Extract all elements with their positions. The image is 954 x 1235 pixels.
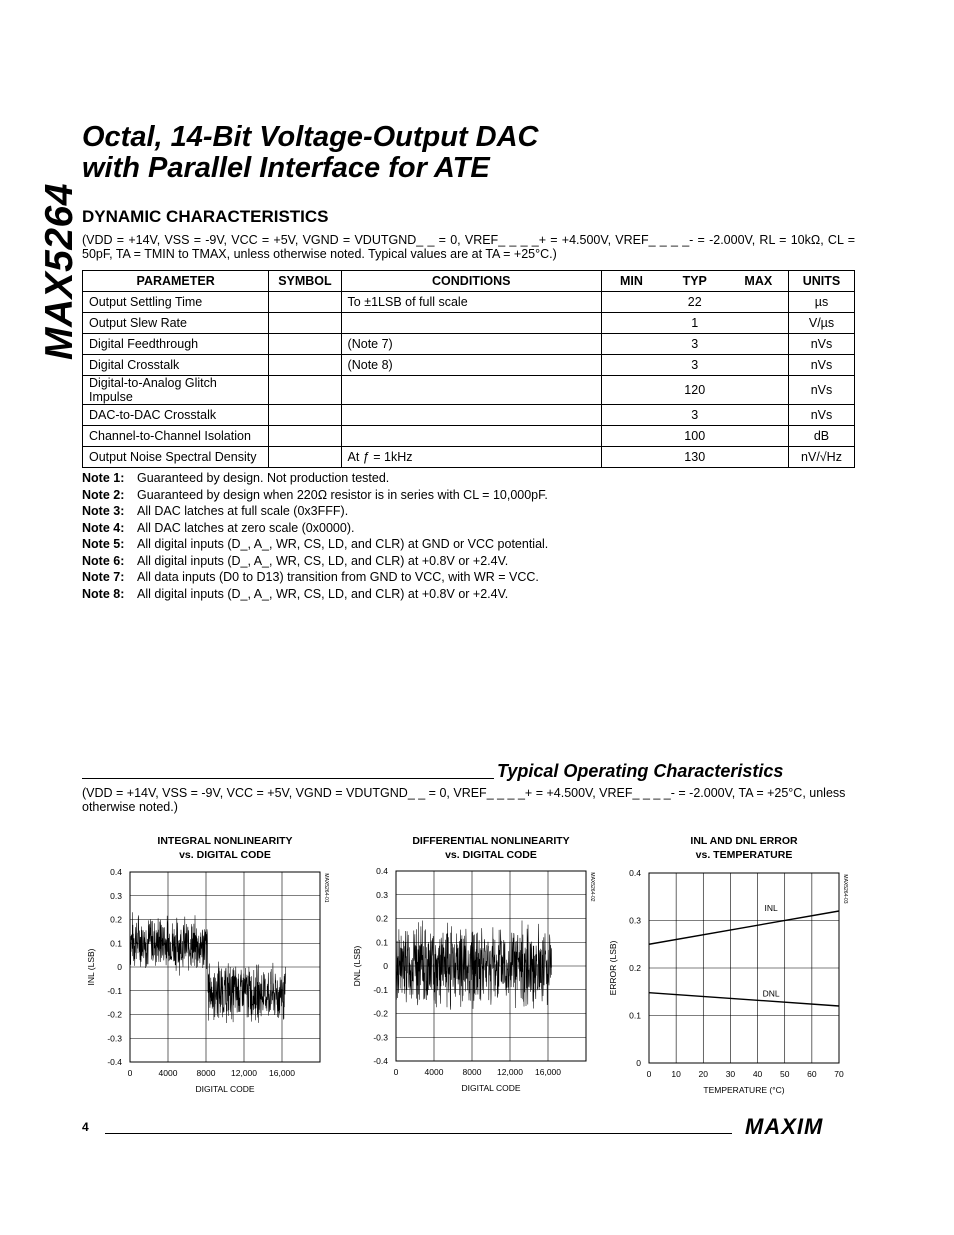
series-line-inl	[649, 911, 839, 944]
series-label: INL	[764, 903, 778, 913]
table-cell	[729, 334, 789, 355]
table-cell: DAC-to-DAC Crosstalk	[83, 405, 269, 426]
table-cell: V/µs	[789, 313, 855, 334]
y-tick-label: 0.3	[110, 890, 122, 901]
y-tick-label: -0.1	[107, 985, 122, 996]
table-cell: 100	[661, 426, 729, 447]
x-tick-label: 0	[127, 1068, 133, 1078]
y-axis-label: INL (LSB)	[86, 948, 96, 986]
table-cell: 22	[661, 292, 729, 313]
title-line-2: with Parallel Interface for ATE	[82, 152, 490, 184]
x-tick-label: 8000	[462, 1067, 482, 1077]
table-cell: 3	[661, 355, 729, 376]
x-tick-label: 0	[393, 1067, 399, 1077]
table-row	[83, 426, 855, 447]
x-tick-label: 16,000	[269, 1068, 295, 1078]
y-tick-label: 0.1	[376, 937, 388, 948]
y-tick-label: -0.4	[373, 1056, 388, 1066]
note-item	[82, 554, 548, 571]
x-axis-label: DIGITAL CODE	[461, 1083, 521, 1093]
table-cell	[341, 313, 601, 334]
column-header: UNITS	[789, 271, 855, 292]
table-cell: Channel-to-Channel Isolation	[83, 426, 269, 447]
table-cell: µs	[789, 292, 855, 313]
table-cell	[602, 355, 661, 376]
note-text: Guaranteed by design. Not production tested.	[137, 471, 390, 485]
table-row	[83, 313, 855, 334]
note-item	[82, 537, 548, 554]
y-tick-label: -0.2	[107, 1009, 122, 1020]
note-label: Note 6:	[82, 553, 125, 568]
table-cell: (Note 7)	[341, 334, 601, 355]
x-tick-label: 16,000	[535, 1067, 561, 1077]
table-cell	[269, 376, 341, 405]
table-cell	[729, 292, 789, 313]
toc-title: Typical Operating Characteristics	[497, 761, 784, 781]
table-row	[83, 292, 855, 313]
x-tick-label: 0	[646, 1069, 652, 1079]
y-tick-label: -0.3	[373, 1032, 388, 1043]
x-tick-label: 70	[834, 1069, 844, 1079]
chart-title: vs. TEMPERATURE	[695, 849, 793, 861]
y-tick-label: 0.4	[110, 867, 122, 877]
chart-title: DIFFERENTIAL NONLINEARITY	[412, 835, 570, 847]
note-item	[82, 587, 548, 604]
note-text: All DAC latches at zero scale (0x0000).	[137, 520, 355, 535]
table-row	[83, 355, 855, 376]
x-tick-label: 10	[671, 1069, 681, 1079]
x-tick-label: 12,000	[231, 1068, 257, 1078]
x-tick-label: 50	[779, 1069, 790, 1079]
chart-title: INTEGRAL NONLINEARITY	[157, 835, 293, 847]
table-cell	[729, 313, 789, 334]
dynamic-characteristics-table	[82, 270, 855, 468]
series-line-dnl	[649, 993, 839, 1006]
note-item	[82, 504, 548, 521]
table-cell: 3	[661, 334, 729, 355]
table-cell	[729, 405, 789, 426]
y-axis-label: ERROR (LSB)	[608, 940, 618, 996]
table-cell: Digital Feedthrough	[83, 334, 269, 355]
side-part-label: MAX5264	[38, 183, 81, 360]
page-number: 4	[82, 1120, 89, 1134]
table-body	[83, 292, 855, 468]
note-label: Note 8:	[82, 586, 125, 601]
note-text: Guaranteed by design when 220Ω resistor is in series with CL = 10,000pF.	[137, 487, 548, 502]
table-row	[83, 376, 855, 405]
table-cell	[269, 313, 341, 334]
note-text: All digital inputs (D_, A_, WR, CS, LD, and CLR) at +0.8V or +2.4V.	[137, 553, 509, 568]
table-row	[83, 334, 855, 355]
table-cell	[269, 292, 341, 313]
note-label: Note 4:	[82, 520, 125, 535]
y-tick-label: 0.3	[629, 915, 641, 926]
table-cell	[602, 376, 661, 405]
title-line-1: Octal, 14-Bit Voltage-Output DAC	[82, 121, 539, 153]
note-item	[82, 488, 548, 505]
table-cell: nVs	[789, 334, 855, 355]
table-cell: At ƒ = 1kHz	[341, 447, 601, 468]
column-header: PARAMETER	[83, 271, 269, 292]
note-item	[82, 521, 548, 538]
maxim-logo: MAXIM	[745, 1114, 824, 1139]
x-tick-label: 4000	[424, 1067, 444, 1077]
table-cell	[729, 447, 789, 468]
table-cell	[341, 426, 601, 447]
table-cell: 120	[661, 376, 729, 405]
note-item	[82, 570, 548, 587]
table-row	[83, 405, 855, 426]
x-tick-label: 12,000	[497, 1067, 523, 1077]
table-cell: To ±1LSB of full scale	[341, 292, 601, 313]
note-text: All digital inputs (D_, A_, WR, CS, LD, and CLR) at +0.8V or +2.4V.	[137, 586, 509, 601]
notes-list	[82, 471, 548, 603]
y-tick-label: -0.4	[107, 1057, 122, 1067]
table-cell: 1	[661, 313, 729, 334]
note-label: Note 5:	[82, 537, 125, 551]
table-cell: Output Noise Spectral Density	[83, 447, 269, 468]
note-text: All data inputs (D0 to D13) transition from GND to VCC, with WR = VCC.	[137, 570, 539, 584]
dnl-vs-code-chart	[348, 828, 608, 1100]
y-axis-label: DNL (LSB)	[352, 945, 362, 987]
table-cell: Digital-to-Analog Glitch Impulse	[83, 376, 269, 405]
note-label: Note 1:	[82, 471, 125, 485]
y-tick-label: 0.1	[629, 1010, 641, 1021]
table-cell	[341, 405, 601, 426]
chart-title: vs. DIGITAL CODE	[445, 849, 537, 861]
note-text: All DAC latches at full scale (0x3FFF).	[137, 504, 349, 518]
table-cell	[602, 334, 661, 355]
x-axis-label: TEMPERATURE (°C)	[703, 1085, 785, 1095]
table-cell: nVs	[789, 405, 855, 426]
note-text: All digital inputs (D_, A_, WR, CS, LD, and CLR) at GND or VCC potential.	[137, 537, 549, 551]
x-tick-label: 8000	[196, 1068, 216, 1078]
y-tick-label: 0	[117, 962, 122, 972]
table-cell	[269, 426, 341, 447]
table-cell	[602, 405, 661, 426]
series-label: DNL	[762, 988, 780, 999]
y-tick-label: 0.2	[629, 963, 641, 973]
note-item	[82, 471, 548, 488]
column-header: TYP	[661, 271, 729, 292]
test-conditions: (VDD = +14V, VSS = -9V, VCC = +5V, VGND = VDUTGND_ _ = 0, VREF_ _ _ _+ = +4.500V, VREF_ _ _ _- = -2.000V, RL = 10kΩ, CL = 50pF, TA = TMIN to TMAX, unless otherwise noted. Typical values are at TA = +25°C.)	[82, 233, 855, 261]
table-cell	[729, 376, 789, 405]
chart-watermark: MAX5264-01	[323, 873, 329, 903]
table-cell: Output Settling Time	[83, 292, 269, 313]
error-vs-temperature-chart	[604, 828, 860, 1100]
y-tick-label: 0.3	[376, 889, 388, 900]
x-axis-label: DIGITAL CODE	[195, 1084, 255, 1094]
y-tick-label: 0.4	[376, 866, 388, 876]
table-cell	[729, 426, 789, 447]
table-cell: Output Slew Rate	[83, 313, 269, 334]
note-label: Note 7:	[82, 570, 125, 584]
x-tick-label: 40	[752, 1069, 763, 1079]
y-tick-label: -0.1	[373, 984, 388, 995]
y-tick-label: 0.4	[629, 868, 641, 878]
footer-rule	[105, 1133, 732, 1134]
table-cell	[269, 405, 341, 426]
table-cell: nV/√Hz	[789, 447, 855, 468]
x-tick-label: 4000	[158, 1068, 178, 1078]
x-tick-label: 30	[725, 1069, 736, 1079]
table-cell	[269, 334, 341, 355]
chart-title: vs. DIGITAL CODE	[179, 849, 271, 861]
table-cell	[269, 355, 341, 376]
column-header: MAX	[729, 271, 789, 292]
table-cell	[729, 355, 789, 376]
page-title	[82, 122, 539, 184]
table-row	[83, 447, 855, 468]
table-cell: dB	[789, 426, 855, 447]
x-tick-label: 20	[698, 1069, 709, 1079]
table-cell	[602, 426, 661, 447]
table-header-row	[83, 271, 855, 292]
table-cell: (Note 8)	[341, 355, 601, 376]
note-label: Note 3:	[82, 504, 125, 518]
y-tick-label: 0	[636, 1058, 641, 1068]
table-cell	[602, 313, 661, 334]
toc-conditions: (VDD = +14V, VSS = -9V, VCC = +5V, VGND = VDUTGND_ _ = 0, VREF_ _ _ _+ = +4.500V, VREF_ _ _ _- = -2.000V, TA = +25°C, unless otherwise noted.)	[82, 786, 846, 814]
note-label: Note 2:	[82, 487, 125, 502]
table-cell	[341, 376, 601, 405]
table-cell: 130	[661, 447, 729, 468]
y-tick-label: 0.1	[110, 938, 122, 949]
inl-vs-code-chart	[82, 828, 342, 1100]
chart-title: INL AND DNL ERROR	[690, 835, 798, 847]
section-title: DYNAMIC CHARACTERISTICS	[82, 207, 329, 226]
y-tick-label: 0.2	[110, 914, 122, 925]
table-cell: nVs	[789, 355, 855, 376]
table-cell	[602, 447, 661, 468]
y-tick-label: 0	[383, 961, 388, 971]
y-tick-label: -0.3	[107, 1033, 122, 1044]
column-header: SYMBOL	[269, 271, 341, 292]
y-tick-label: -0.2	[373, 1008, 388, 1019]
section-rule	[82, 778, 494, 779]
column-header: MIN	[602, 271, 661, 292]
table-cell	[602, 292, 661, 313]
table-cell: Digital Crosstalk	[83, 355, 269, 376]
table-cell	[269, 447, 341, 468]
column-header: CONDITIONS	[341, 271, 601, 292]
data-trace	[396, 921, 552, 1010]
y-tick-label: 0.2	[376, 913, 388, 924]
x-tick-label: 60	[807, 1069, 817, 1079]
chart-watermark: MAX5264-02	[589, 872, 595, 902]
table-cell: nVs	[789, 376, 855, 405]
chart-watermark: MAX5264-03	[842, 874, 848, 904]
table-cell: 3	[661, 405, 729, 426]
data-trace	[130, 912, 286, 1023]
